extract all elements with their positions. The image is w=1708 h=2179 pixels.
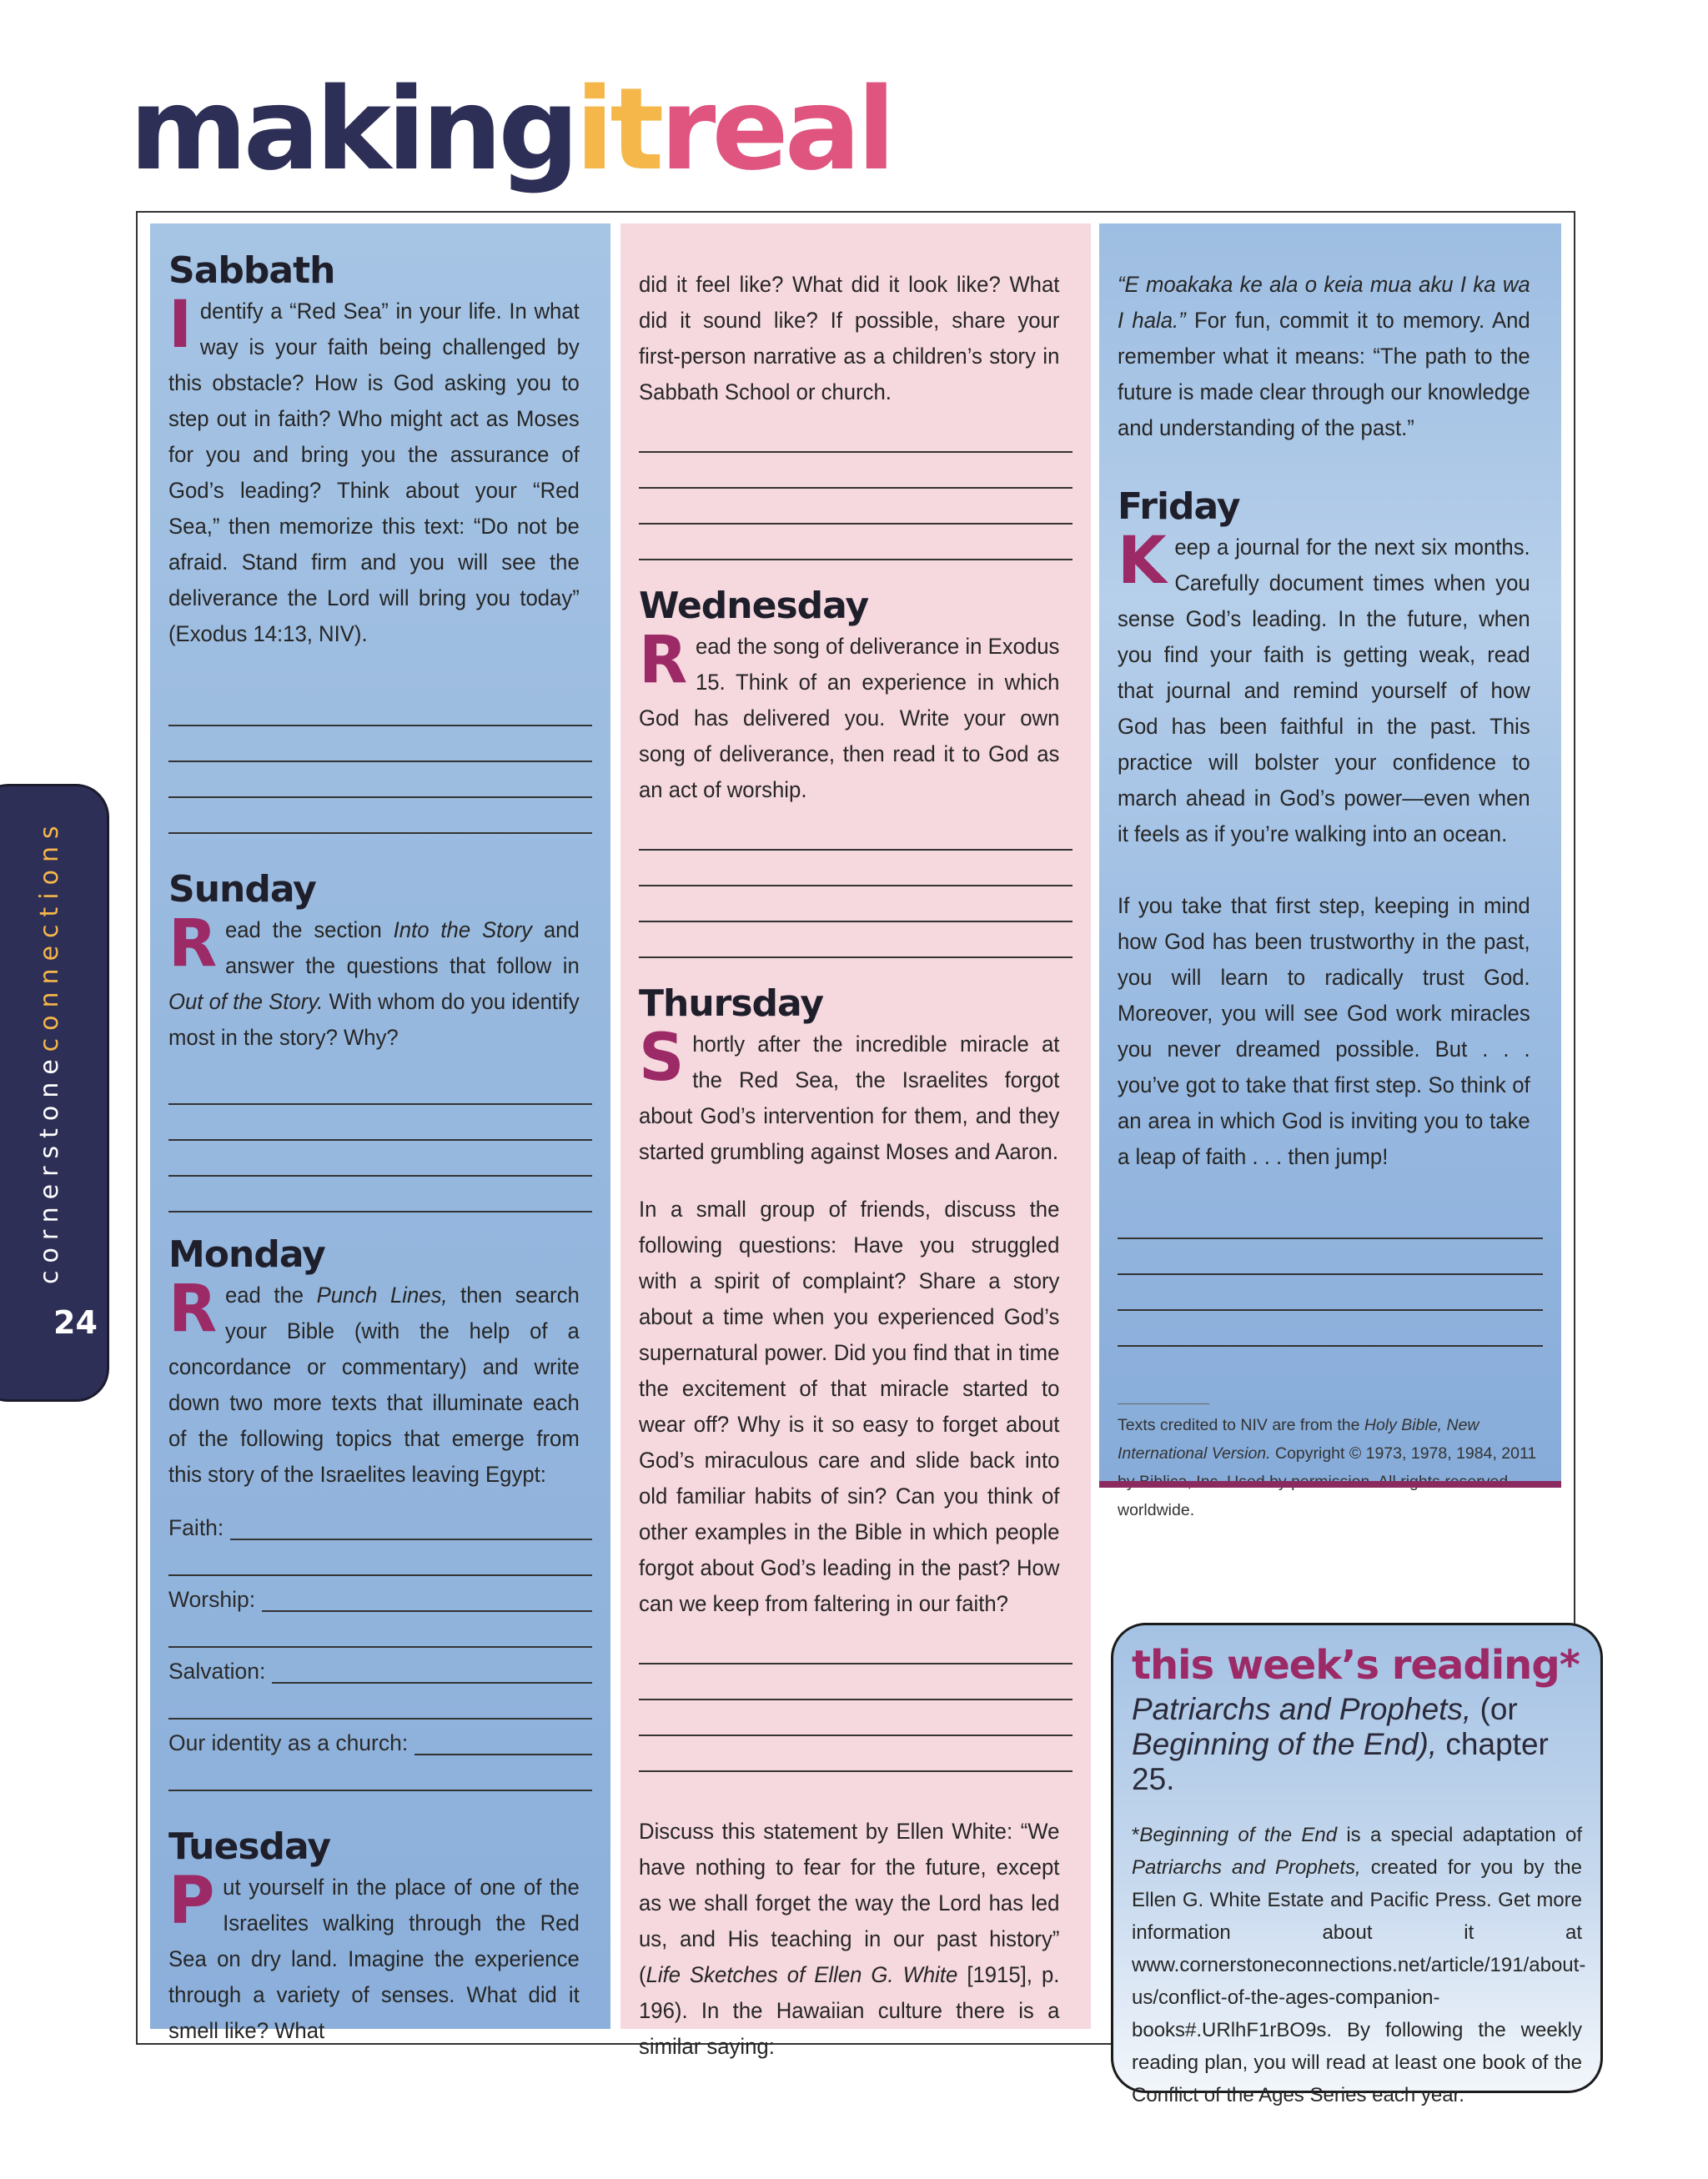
tuesday-text (168, 1864, 580, 2049)
wednesday-text (639, 623, 1060, 808)
drop-cap: R (168, 1272, 218, 1347)
field-label: Salvation: (168, 1659, 266, 1684)
thursday-body: hortly after the incredible miracle at the Red Sea, the Israelites forgot about God’s intervention for them, and they started grumbling against Moses and Aaron. (639, 1032, 1060, 1164)
note-title-1: Beginning of the End (1139, 1824, 1338, 1846)
brand-part-cornerstone: cornerstone (35, 1052, 64, 1284)
field-faith[interactable] (168, 1504, 592, 1540)
monday-body-2: then search your Bible (with the help of a concordance or commentary) and write down two more texts that illuminate each of the following topics that emerge from this story of the Israelites leaving Egypt: (168, 1283, 580, 1487)
note-title-2: Patriarchs and Prophets, (1132, 1856, 1361, 1879)
heading-tuesday: Tuesday (168, 1825, 331, 1868)
heading-monday: Monday (168, 1233, 325, 1276)
footnote-rule (1118, 1403, 1209, 1404)
saying-text: “E moakaka ke ala o keia mua aku I ka wa I hala.” (1118, 272, 1530, 333)
answer-line[interactable] (168, 1540, 592, 1576)
sabbath-body: dentify a “Red Sea” in your life. In what way is your faith being challenged by this obstacle? How is God asking you to step out in faith? Who might act as Moses for you and bring you the assurance of God’s leading? Think about your “Red Sea,” then memorize this text: “Do not be afraid. Stand firm and you will see the deliverance the Lord will bring you today” (Exodus 14:13, NIV). (168, 299, 580, 646)
title-part-it: it (575, 64, 661, 196)
column-3 (1099, 223, 1561, 1519)
thursday-quote (639, 1814, 1059, 2065)
field-label: Faith: (168, 1515, 224, 1540)
note-asterisk: * (1132, 1824, 1140, 1846)
sunday-body-2: and answer the questions that follow in (224, 917, 580, 978)
thursday-quote-1: Discuss this statement by Ellen White: “We have nothing to fear for the future, except as we shall forget the way the Lord has led us, and His teaching in our past history” ( (639, 1819, 1060, 1987)
footnote-part-1: Texts credited to NIV are from the (1118, 1416, 1364, 1434)
friday-text (1118, 524, 1530, 852)
tuesday-body: ut yourself in the place of one of the Israelites walking through the Red Sea on dry land. Imagine the experience through a variety of senses. What did it smell like? What (168, 1875, 580, 2043)
note-text-2: created for you by the Ellen G. White Estate and Pacific Press. Get more information about it at www.cornerstoneconnections.net/article/191/about-us/conflict-of-the-ages-companion-books#.URlhF1rBO9s. By following the weekly reading plan, you will read at least one book of the Conflict of the Ages Series each year. (1132, 1856, 1586, 2106)
footnote-title: Holy Bible, New International Version. (1118, 1416, 1479, 1463)
sunday-body-3: With whom do you identify most in the story? Why? (168, 989, 580, 1050)
reading-title: this week’s reading* (1132, 1642, 1580, 1689)
sunday-em-2: Out of the Story. (168, 989, 324, 1014)
answer-lines[interactable] (168, 1069, 592, 1213)
book-chapter: chapter 25. (1132, 1727, 1549, 1796)
book-alt-title: Beginning of the End), (1132, 1727, 1438, 1761)
book-title: Patriarchs and Prophets, (1132, 1692, 1472, 1726)
answer-lines[interactable] (1118, 1203, 1543, 1347)
drop-cap: R (639, 623, 688, 698)
heading-sunday: Sunday (168, 868, 316, 911)
field-label: Our identity as a church: (168, 1730, 409, 1755)
brand-part-connections: connections (35, 818, 64, 1052)
saying-explanation: For fun, commit it to memory. And remember what it means: “The path to the future is made clear through our knowledge and understanding of the past.” (1118, 308, 1530, 440)
heading-wednesday: Wednesday (639, 585, 869, 627)
weekly-reading-box (1111, 1623, 1603, 2106)
thursday-text (639, 1021, 1060, 1170)
heading-thursday: Thursday (639, 982, 824, 1025)
wednesday-body: ead the song of deliverance in Exodus 15. Think of an experience in which God has delivered you. Write your own song of deliverance, then read it to God as an act of worship. (639, 634, 1060, 802)
thursday-quote-source: Life Sketches of Ellen G. White (646, 1962, 958, 1987)
sunday-body-1: ead the section (224, 917, 394, 942)
niv-credit (1118, 1411, 1543, 1524)
sunday-text (168, 906, 580, 1056)
reading-note (1132, 1819, 1586, 2111)
thursday-questions: In a small group of friends, discuss the following questions: Have you struggled with a spirit of complaint? Share a story about a time when you experienced God’s supernatural power. Did you find that in time the excitement of that miracle started to wear off? Why is it so easy to forget about God’s miraculous care and slide back into old familiar habits of sin? Can you think of other examples in the Bible in which people forgot about God’s leading in the past? How can we keep from faltering in our faith? (639, 1197, 1060, 1616)
answer-line[interactable] (168, 1684, 592, 1720)
hawaiian-saying (1118, 267, 1530, 446)
heading-sabbath: Sabbath (168, 249, 335, 292)
monday-text (168, 1272, 580, 1493)
thursday-quote-2: [1915], p. 196). In the Hawaiian culture there is a similar saying: (639, 1962, 1060, 2059)
drop-cap: S (639, 1021, 685, 1096)
answer-lines[interactable] (639, 417, 1073, 560)
note-text-1: is a special adaptation of (1337, 1824, 1583, 1846)
title-part-real: real (660, 64, 892, 196)
drop-cap: P (168, 1864, 215, 1939)
sunday-em-1: Into the Story (393, 917, 532, 942)
footnote-part-2: Copyright © 1973, 1978, 1984, 2011 worldwide. (1118, 1444, 1537, 1519)
field-identity[interactable] (168, 1720, 592, 1755)
answer-lines[interactable] (168, 690, 592, 834)
field-salvation[interactable] (168, 1648, 592, 1684)
topic-fields (168, 1504, 592, 1791)
monday-em-1: Punch Lines, (316, 1283, 448, 1308)
tuesday-continued: did it feel like? What did it look like? What did it sound like? If possible, share your first-person narrative as a children’s story in Sabbath School or church. (639, 272, 1060, 404)
drop-cap: K (1118, 524, 1167, 599)
title-part-making: making (129, 64, 575, 196)
sabbath-text (168, 288, 580, 652)
answer-line[interactable] (168, 1755, 592, 1791)
answer-lines[interactable] (639, 815, 1073, 958)
friday-body: eep a journal for the next six months. Carefully document times when you sense God’s leading. In the future, when you find your faith is getting weak, read that journal and remind yourself of how God has been faithful in the past. This practice will bolster your confidence to march ahead in God’s power—even when it feels as if you’re walking into an ocean. (1118, 535, 1530, 846)
footnote (1118, 1403, 1543, 1524)
brand-label (35, 818, 64, 1284)
answer-line[interactable] (168, 1612, 592, 1648)
column-2 (620, 223, 1091, 2059)
field-label: Worship: (168, 1587, 256, 1612)
reading-book (1132, 1692, 1582, 1797)
column-3-bottom-bar (1099, 1481, 1561, 1488)
answer-lines[interactable] (639, 1629, 1073, 1772)
page-title (129, 64, 892, 196)
drop-cap: R (168, 906, 218, 982)
column-1 (150, 223, 610, 2043)
friday-text-2: If you take that first step, keeping in mind how God has been trustworthy in the past, you will learn to radically trust God. Moreover, you will see God work miracles you never dreamed possible. But . . . you’ve got to take that first step. So think of an area in which God is inviting you to take a leap of faith . . . then jump! (1118, 893, 1530, 1169)
book-connector: (or (1471, 1692, 1518, 1726)
page-number: 24 (53, 1304, 98, 1341)
monday-body-1: ead the (224, 1283, 317, 1308)
heading-friday: Friday (1118, 485, 1240, 528)
field-worship[interactable] (168, 1576, 592, 1612)
drop-cap: I (168, 288, 193, 363)
